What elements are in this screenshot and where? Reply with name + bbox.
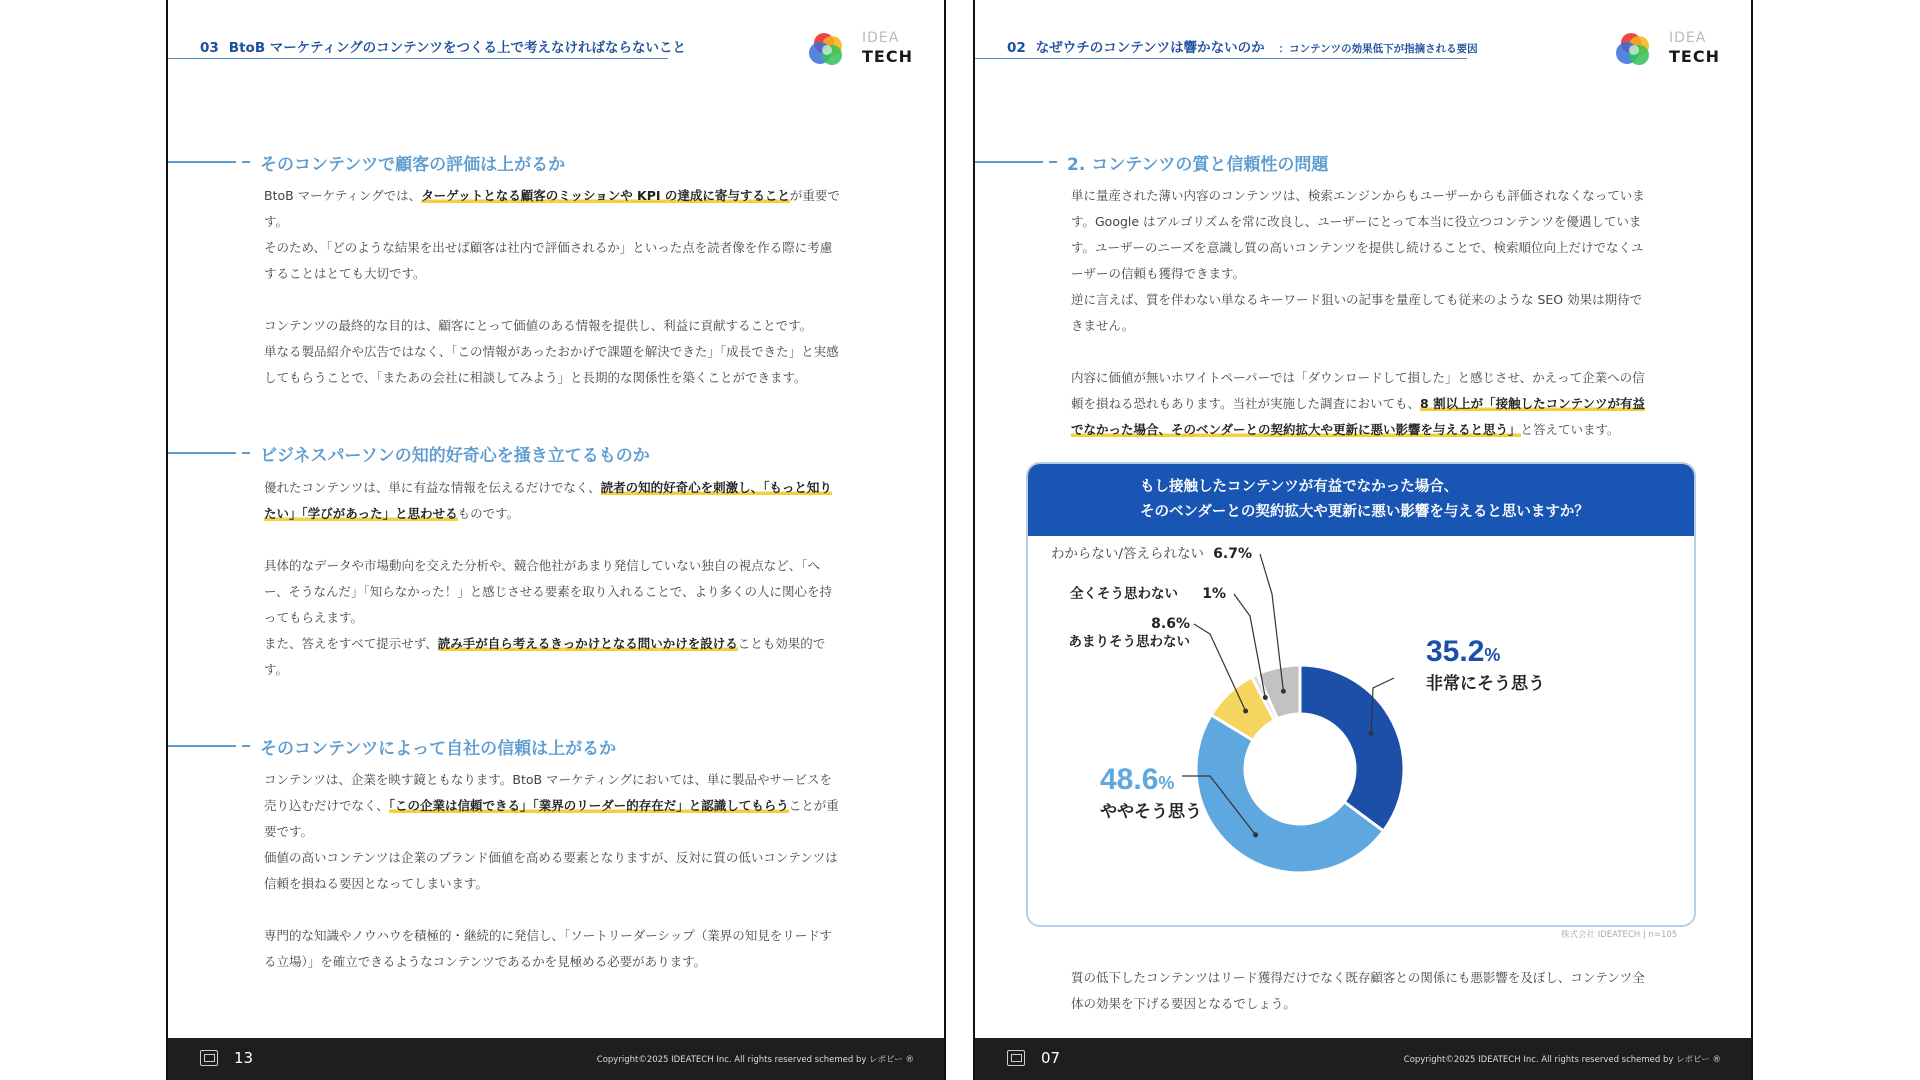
para (264, 235, 844, 287)
body-text: コンテンツは、企業を映す鏡ともなります。BtoB マーケティングにおいては、単に製品やサービスを売り込むだけでなく、 (264, 772, 833, 813)
body-text: BtoB マーケティングでは、 (264, 188, 422, 203)
leader-dot (1243, 709, 1248, 714)
slice-value-label: 1% (1202, 586, 1226, 602)
body-text: 単に量産された薄い内容のコンテンツは、検索エンジンからもユーザーからも評価されなくなっています。Google はアルゴリズムを常に改良し、ユーザーにとって本当に役立つコンテンツを優遇しています。ユーザーのニーズを意識し質の高いコンテンツを提供し続けることで、検索順位向上だけでなくユーザーの信頼も獲得できます。 (1071, 188, 1645, 281)
para (264, 923, 844, 975)
para (264, 631, 844, 683)
chart-question-banner (1028, 464, 1694, 536)
highlighted-text: 読者の知的好奇心を刺激し、「もっと知りたい」「学びがあった」と思わせる (264, 480, 832, 521)
body-text: が重要です。 (264, 188, 840, 229)
highlighted-text: 8 割以上が「接触したコンテンツが有益でなかった場合、そのベンダーとの契約拡大や更新に悪い影響を与えると思う」 (1071, 396, 1645, 437)
para (264, 313, 844, 339)
donut-chart (1028, 536, 1694, 921)
para (264, 845, 844, 897)
slice-value-label: 35.2% (1426, 635, 1501, 668)
body-text: また、答えをすべて提示せず、 (264, 636, 438, 651)
chart-question-line: そのベンダーとの契約拡大や更新に悪い影響を与えると思いますか？ (1140, 504, 1589, 520)
section-title: そのコンテンツによって自社の信頼は上がるか (260, 738, 617, 759)
highlighted-text: 読み手が自ら考えるきっかけとなる問いかけを設ける (437, 636, 738, 651)
closing-paragraph: 質の低下したコンテンツはリード獲得だけでなく既存顧客との関係にも悪影響を及ぼし、コンテンツ全体の効果を下げる要因となるでしょう。 (1071, 970, 1645, 1011)
logo-mark-icon (1613, 28, 1657, 70)
ideatech-logo (1613, 28, 1720, 70)
copyright: Copyright©2025 IDEATECH Inc. All rights reserved schemed by レポピー ® (596, 1055, 914, 1065)
leader-dot (1281, 689, 1286, 694)
highlighted-text: ターゲットとなる顧客のミッションや KPI の達成に寄与すること (421, 188, 790, 203)
body-text: 単なる製品紹介や広告ではなく、「この情報があったおかげで課題を解決できた」「成長できた」と実感してもらうことで、「またあの会社に相談してみよう」と長期的な関係性を築くことができます。 (264, 344, 839, 385)
right-header-text: なぜウチのコンテンツは響かないのか (1035, 40, 1265, 56)
slice-value-label: 6.7% (1213, 546, 1252, 562)
copyright: Copyright©2025 IDEATECH Inc. All rights reserved schemed by レポピー ® (1403, 1055, 1721, 1065)
body-text: 価値の高いコンテンツは企業のブランド価値を高める要素となりますが、反対に質の低いコンテンツは信頼を損ねる要因となってしまいます。 (264, 850, 838, 891)
body-text: 逆に言えば、質を伴わない単なるキーワード狙いの記事を量産しても従来のような SEO 効果は期待できません。 (1071, 292, 1643, 333)
chart-question (1140, 475, 1589, 525)
section-title: ビジネスパーソンの知的好奇心を掻き立てるものか (260, 445, 650, 466)
section-title: そのコンテンツで顧客の評価は上がるか (260, 154, 566, 175)
para (1071, 287, 1651, 339)
slice-value-label: 48.6% (1100, 763, 1175, 796)
slice-category-label: 非常にそう思う (1426, 674, 1545, 694)
right-header-subtitle: ：コンテンツの効果低下が指摘される要因 (1278, 43, 1478, 55)
para (264, 767, 844, 845)
body-text: そのため、「どのような結果を出せば顧客は社内で評価されるか」といった点を読者像を作る際に考慮することはとても大切です。 (264, 240, 833, 281)
slice-value-label: 8.6% (1151, 616, 1190, 632)
para (1071, 365, 1651, 443)
right-footer (975, 1038, 1751, 1080)
ideatech-logo (806, 28, 913, 70)
left-header-title (200, 36, 686, 56)
right-header-title (1007, 36, 1478, 56)
para (264, 339, 844, 391)
right-header-number: 02 (1007, 40, 1026, 56)
body-text: ことが重要です。 (264, 798, 839, 839)
chart-card (1026, 462, 1696, 927)
slice-category-label: ややそう思う (1100, 802, 1202, 822)
left-footer (168, 1038, 944, 1080)
para (264, 475, 844, 527)
heading-dash (1049, 161, 1057, 163)
section-heading-2 (168, 441, 650, 465)
chart-question-line: もし接触したコンテンツが有益でなかった場合、 (1140, 479, 1459, 495)
logo-text-idea: IDEA (862, 30, 900, 46)
heading-rule (168, 452, 236, 454)
para (264, 183, 844, 235)
logo-text-idea: IDEA (1669, 30, 1707, 46)
leader-dot (1253, 832, 1258, 837)
para (264, 553, 844, 631)
heading-rule (975, 161, 1043, 163)
slice-category-label: わからない/答えられない (1050, 546, 1204, 562)
logo-text-tech: TECH (1669, 47, 1720, 66)
body-text: ことも効果的です。 (264, 636, 826, 677)
logo-mark-icon (806, 28, 850, 70)
para (1071, 183, 1651, 287)
leader-dot (1369, 731, 1374, 736)
heading-rule (168, 745, 236, 747)
right-header-underline (975, 58, 1467, 59)
page-icon (1007, 1050, 1025, 1066)
left-header-underline (168, 58, 668, 59)
body-text: と答えています。 (1520, 422, 1620, 437)
leader-dot (1263, 695, 1268, 700)
left-header-number: 03 (200, 40, 219, 56)
heading-dash (242, 452, 250, 454)
section-heading (975, 150, 1328, 174)
highlighted-text: 「この企業は信頼できる」「業界のリーダー的存在だ」と認識してもらう (388, 798, 789, 813)
right-page (973, 0, 1753, 1080)
left-page (166, 0, 946, 1080)
page-icon (200, 1050, 218, 1066)
body-text: 具体的なデータや市場動向を交えた分析や、競合他社があまり発信していない独自の視点など、「へー、そうなんだ」「知らなかった！」と感じさせる要素を取り入れることで、より多くの人に関心を持ってもらえます。 (264, 558, 833, 625)
heading-dash (242, 745, 250, 747)
body-text: 内容に価値が無いホワイトペーパーでは「ダウンロードして損した」と感じさせ、かえって企業への信頼を損ねる恐れもあります。当社が実施した調査においても、 (1071, 370, 1645, 411)
page-number: 07 (1041, 1049, 1061, 1067)
body-text: 優れたコンテンツは、単に有益な情報を伝えるだけでなく、 (264, 480, 601, 495)
chart-source: 株式会社 IDEATECH | n=105 (1561, 930, 1678, 940)
body-text: コンテンツの最終的な目的は、顧客にとって価値のある情報を提供し、利益に貢献することです。 (264, 318, 813, 333)
section-heading-3 (168, 734, 616, 758)
left-header-text: BtoB マーケティングのコンテンツをつくる上で考えなければならないこと (228, 40, 687, 56)
section-heading-1 (168, 150, 565, 174)
body-text: 専門的な知識やノウハウを積極的・継続的に発信し、「ソートリーダーシップ（業界の知見をリードする立場）」を確立できるようなコンテンツであるかを見極める必要があります。 (264, 928, 832, 969)
section-title: 2. コンテンツの質と信頼性の問題 (1067, 154, 1329, 175)
heading-rule (168, 161, 236, 163)
logo-text-tech: TECH (862, 47, 913, 66)
heading-dash (242, 161, 250, 163)
slice-category-label: あまりそう思わない (1068, 634, 1190, 650)
page-number: 13 (234, 1049, 254, 1067)
slice-category-label: 全くそう思わない (1070, 586, 1178, 602)
body-text: ものです。 (457, 506, 520, 521)
